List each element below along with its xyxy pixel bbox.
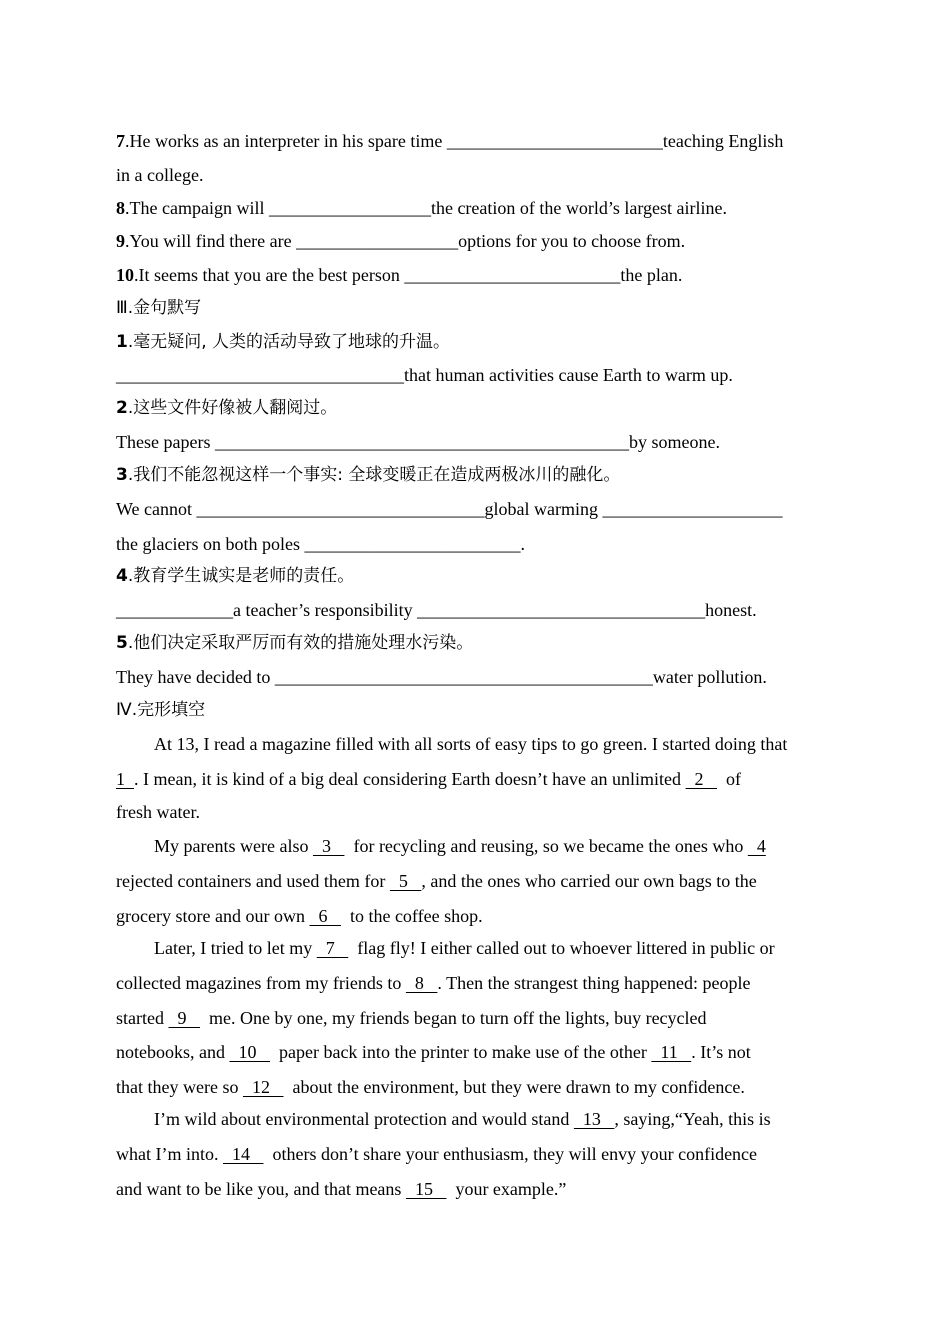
blank-15: 15 xyxy=(405,1179,447,1199)
s3-item4-en: _____________a teacher’s responsibility ________________________________honest. xyxy=(116,600,757,620)
cloze-text: . Then the strangest thing happened: people xyxy=(437,973,751,993)
q8-text: .The campaign will __________________the creation of the world’s largest airline. xyxy=(125,198,728,218)
s3-item1-en: ________________________________that human activities cause Earth to warm up. xyxy=(116,365,733,385)
cloze-text: collected magazines from my friends to xyxy=(116,973,406,993)
cloze-text: grocery store and our own xyxy=(116,906,310,926)
cloze-text: started xyxy=(116,1008,169,1028)
q10-text: .It seems that you are the best person ________________________the plan. xyxy=(134,265,683,285)
s3-item5-en: They have decided to __________________________________________water pollution. xyxy=(116,667,767,687)
cloze-text: , and the ones who carried our own bags to the xyxy=(421,871,757,891)
blank-12: 12 xyxy=(242,1077,284,1097)
cloze-text: that they were so xyxy=(116,1077,243,1097)
cloze-text: about the environment, but they were drawn to my confidence. xyxy=(283,1077,745,1097)
blank-13: 13 xyxy=(573,1109,615,1129)
s3-item4-number: 4 xyxy=(116,566,128,586)
section3-title: Ⅲ.金句默写 xyxy=(116,298,202,318)
q9-line xyxy=(116,229,685,253)
q9-number: 9 xyxy=(116,231,125,251)
cloze-p1-line3: fresh water. xyxy=(116,802,200,822)
blank-5: 5 xyxy=(389,871,422,891)
s3-item1-cn-text: .毫无疑问, 人类的活动导致了地球的升温。 xyxy=(127,332,451,352)
s3-item4-cn xyxy=(116,564,354,588)
cloze-text: others don’t share your enthusiasm, they will envy your confidence xyxy=(263,1144,758,1164)
q7-number: 7 xyxy=(116,131,125,151)
blank-3: 3 xyxy=(312,836,345,856)
q8-number: 8 xyxy=(116,198,125,218)
cloze-p4-line3 xyxy=(116,1177,566,1201)
q7-line1 xyxy=(116,129,783,153)
cloze-text: . It’s not xyxy=(691,1042,751,1062)
s3-item3-en2: the glaciers on both poles ________________________. xyxy=(116,534,525,554)
q10-number: 10 xyxy=(116,265,134,285)
q9-text: .You will find there are __________________options for you to choose from. xyxy=(125,231,686,251)
blank-7: 7 xyxy=(316,938,349,958)
blank-10: 10 xyxy=(229,1042,270,1062)
cloze-p3-line1 xyxy=(154,936,775,960)
cloze-text: My parents were also xyxy=(154,836,313,856)
s3-item5-number: 5 xyxy=(116,633,128,653)
cloze-p2-line1 xyxy=(154,834,766,858)
s3-item2-en: These papers ______________________________________________by someone. xyxy=(116,432,720,452)
cloze-p3-line2 xyxy=(116,971,751,995)
q7-text: .He works as an interpreter in his spare time ________________________teaching English xyxy=(125,131,784,151)
q8-line xyxy=(116,196,727,220)
blank-6: 6 xyxy=(309,906,341,926)
cloze-p1-line2 xyxy=(116,767,741,791)
s3-item2-number: 2 xyxy=(116,398,128,418)
blank-4: 4 xyxy=(747,836,766,856)
cloze-text: what I’m into. xyxy=(116,1144,223,1164)
cloze-text: . I mean, it is kind of a big deal considering Earth doesn’t have an unlimited xyxy=(134,769,686,789)
blank-11: 11 xyxy=(651,1042,692,1062)
blank-8: 8 xyxy=(405,973,438,993)
cloze-p4-line1 xyxy=(154,1107,771,1131)
cloze-text: me. One by one, my friends began to turn off the lights, buy recycled xyxy=(199,1008,707,1028)
s3-item5-cn xyxy=(116,631,473,655)
cloze-text: rejected containers and used them for xyxy=(116,871,390,891)
cloze-p4-line2 xyxy=(116,1142,757,1166)
s3-item1-cn xyxy=(116,330,450,354)
cloze-p3-line3 xyxy=(116,1006,707,1030)
blank-14: 14 xyxy=(222,1144,264,1164)
cloze-p2-line2 xyxy=(116,869,757,893)
cloze-text: Later, I tried to let my xyxy=(154,938,317,958)
s3-item4-cn-text: .教育学生诚实是老师的责任。 xyxy=(127,566,355,586)
s3-item1-number: 1 xyxy=(116,332,128,352)
cloze-text: paper back into the printer to make use of the other xyxy=(269,1042,652,1062)
s3-item3-cn-text: .我们不能忽视这样一个事实: 全球变暖正在造成两极冰川的融化。 xyxy=(127,465,621,485)
cloze-p3-line5 xyxy=(116,1075,745,1099)
s3-item2-cn-text: .这些文件好像被人翻阅过。 xyxy=(127,398,338,418)
s3-item5-cn-text: .他们决定采取严厉而有效的措施处理水污染。 xyxy=(127,633,474,653)
s3-item3-cn xyxy=(116,463,620,487)
blank-9: 9 xyxy=(168,1008,200,1028)
cloze-text: , saying,“Yeah, this is xyxy=(614,1109,771,1129)
blank-2: 2 xyxy=(685,769,718,789)
q10-line xyxy=(116,263,682,287)
cloze-text: notebooks, and xyxy=(116,1042,230,1062)
cloze-text: of xyxy=(717,769,742,789)
cloze-text: flag fly! I either called out to whoever littered in public or xyxy=(348,938,775,958)
cloze-p3-line4 xyxy=(116,1040,751,1064)
section4-title: Ⅳ.完形填空 xyxy=(116,700,206,720)
cloze-text: for recycling and reusing, so we became the ones who xyxy=(344,836,748,856)
q7-line2: in a college. xyxy=(116,165,204,185)
s3-item2-cn xyxy=(116,396,337,420)
cloze-text: your example.” xyxy=(446,1179,567,1199)
cloze-text: I’m wild about environmental protection and would stand xyxy=(154,1109,574,1129)
s3-item3-number: 3 xyxy=(116,465,128,485)
s3-item3-en: We cannot ________________________________global warming ____________________ xyxy=(116,499,783,519)
cloze-p1-line1: At 13, I read a magazine filled with all sorts of easy tips to go green. I started doing that xyxy=(154,734,788,754)
cloze-text: and want to be like you, and that means xyxy=(116,1179,406,1199)
blank-1: 1 xyxy=(116,769,134,789)
cloze-p2-line3 xyxy=(116,904,483,928)
cloze-text: to the coffee shop. xyxy=(340,906,483,926)
